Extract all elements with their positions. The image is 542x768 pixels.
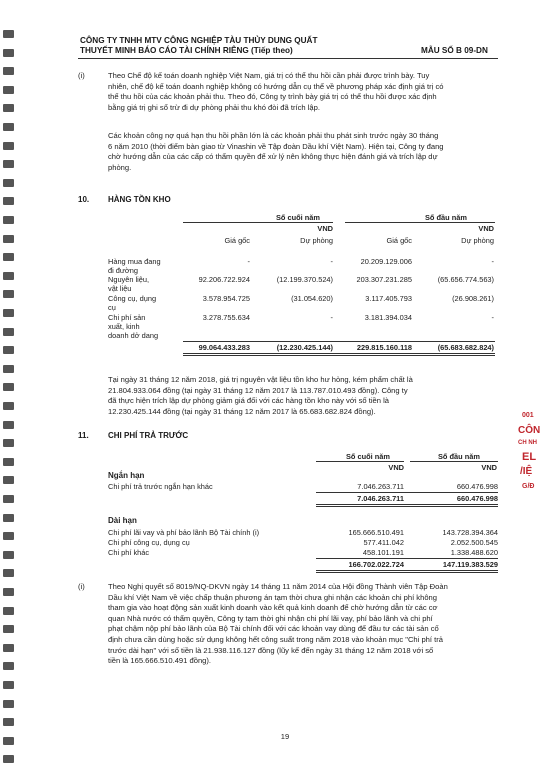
note-paragraph [108, 71, 498, 113]
cell-value: - [330, 257, 333, 266]
cell-value: 458.101.191 [362, 548, 404, 557]
column-rule [410, 461, 498, 462]
text-line: Theo Nghị quyết số 8019/NQ-DKVN ngày 14 tháng 11 năm 2014 của Hội đồng Thành viên Tập Đoàn [108, 582, 448, 591]
cell-value: 660.476.998 [456, 482, 498, 491]
cell-value: 3.278.755.634 [202, 313, 250, 322]
cell-value: - [247, 257, 250, 266]
subtotal-value: 147.119.383.529 [442, 560, 498, 569]
column-header-end: Số cuối năm [276, 213, 320, 222]
overdue-paragraph [108, 131, 498, 173]
section-title: HÀNG TỒN KHO [108, 195, 171, 204]
section-number: 10. [78, 195, 90, 204]
cell-value: 1.338.488.620 [450, 548, 498, 557]
cell-value: 143.728.394.364 [442, 528, 498, 537]
column-rule [316, 461, 404, 462]
form-number: MẪU SỐ B 09-DN [421, 46, 488, 55]
row-label: Chi phí sản xuất, kinh doanh dở dang [108, 313, 159, 340]
unit-label: VND [478, 224, 494, 233]
text-line: Tại ngày 31 tháng 12 năm 2018, giá trị nguyên vật liệu tồn kho hư hỏng, kém phẩm chất là [108, 375, 413, 384]
cell-value: 3.181.394.034 [364, 313, 412, 322]
row-label: Chi phí khác [108, 548, 150, 557]
text-line: trước dài hạn" với số tiền là 21.938.116.127 đồng (lũy kế đến ngày 31 tháng 12 năm 2018 với số [108, 645, 434, 655]
cell-value: 7.046.263.711 [357, 482, 404, 491]
text-line: quan Nhà nước có thẩm quyền, Công ty tạm thời ghi nhận chi phí lãi vay, phí bảo lãnh và chi phí [108, 613, 433, 623]
text-line: đã thực hiện trích lập dự phòng giảm giá đối với các hàng tồn kho này với số tiền là [108, 396, 390, 406]
stamp-text: CH NH [518, 440, 537, 446]
cell-value: 92.206.722.924 [198, 275, 250, 284]
stamp-text: /IỆ [520, 466, 533, 477]
unit-label: VND [388, 463, 404, 472]
header-rule [78, 58, 498, 59]
text-line: thể thu hồi của các khoản phải thu. Theo đó, Công ty trình bày giá trị có thể thu hồi được xác định [108, 92, 437, 102]
column-rule [345, 222, 495, 223]
cell-value: - [491, 257, 494, 266]
text-line: Dầu khí Việt Nam về việc chấp thuận phương án tạm thời chưa ghi nhận các khoản chi phí không [108, 592, 437, 602]
text-line: 21.804.933.064 đồng (tại ngày 31 tháng 12 năm 2017 là 113.787.010.493 đồng). Công ty [108, 385, 408, 395]
row-label: Nguyên liệu, vật liệu [108, 275, 150, 293]
row-label: Chi phí công cụ, dụng cụ [108, 538, 190, 547]
cell-value: 203.307.231.285 [356, 275, 412, 284]
total-value: 229.815.160.118 [356, 343, 412, 352]
text-line: nhiên, chế độ kế toán doanh nghiệp không có hướng dẫn cụ thể về phương pháp xác định giá trị có [108, 81, 444, 91]
text-line: chờ hướng dẫn của các cấp có thẩm quyền để xử lý nên không thực hiện đánh giá và trích lập dự [108, 152, 438, 162]
row-label: Hàng mua đang đi đường [108, 257, 161, 275]
short-term-heading: Ngắn hạn [108, 471, 145, 480]
long-term-heading: Dài hạn [108, 516, 137, 525]
cell-value: - [330, 313, 333, 322]
company-name: CÔNG TY TNHH MTV CÔNG NGHIỆP TÀU THỦY DUNG QUẤT [80, 36, 318, 45]
page-number: 19 [280, 732, 290, 741]
column-rule [183, 222, 333, 223]
cell-value: 577.411.042 [363, 538, 404, 547]
cell-value: (26.908.261) [452, 294, 494, 303]
row-label: Chi phí trả trước ngắn hạn khác [108, 482, 213, 491]
section-number: 11. [78, 431, 89, 440]
column-header-end: Số cuối năm [346, 452, 390, 461]
note-label: (i) [78, 582, 85, 591]
text-line: phạt chậm nộp phí bảo lãnh của Bộ Tài chính đối với các khoản vay dùng để đầu tư các tài sản cố [108, 624, 439, 634]
total-value: (65.683.682.824) [437, 343, 494, 352]
stamp-text: G/Đ [522, 483, 535, 490]
row-label: Chi phí lãi vay và phí bảo lãnh Bộ Tài chính (i) [108, 528, 260, 537]
subtotal-rule [316, 492, 498, 493]
double-rule [316, 504, 498, 507]
note-label: (i) [78, 71, 85, 80]
text-line: tham gia vào hoạt động sản xuất kinh doanh vào kết quả kinh doanh để chờ hướng dẫn từ các cơ [108, 603, 438, 613]
stamp-text: CÔN [518, 425, 541, 436]
cell-value: 20.209.129.006 [360, 257, 412, 266]
unit-label: VND [481, 463, 497, 472]
subtotal-value: 660.476.998 [456, 494, 498, 503]
cell-value: 165.666.510.491 [348, 528, 404, 537]
cell-value: (65.656.774.563) [437, 275, 494, 284]
cell-value: (31.054.620) [291, 294, 333, 303]
text-line: 6 năm 2010 (thời điểm bàn giao từ Vinashin về Tập đoàn Dầu khí Việt Nam). Hiện tại, Công ty đang [108, 141, 444, 151]
text-line: Theo Chế độ kế toán doanh nghiệp Việt Nam, giá trị có thể thu hồi cần phải được trình bày. Tuy [108, 71, 430, 80]
report-title: THUYẾT MINH BÁO CÁO TÀI CHÍNH RIÊNG (Tiếp theo) [80, 46, 293, 55]
cell-value: 3.117.405.793 [365, 294, 412, 303]
text-line: 12.230.425.144 đồng (tại ngày 31 tháng 12 năm 2017 là 65.683.682.824 đồng). [108, 406, 376, 416]
cell-value: 3.578.954.725 [202, 294, 250, 303]
subtotal-value: 7.046.263.711 [357, 494, 404, 503]
text-line: bằng giá trị ghi sổ trừ đi dự phòng phải thu khó đòi đã trích lập. [108, 102, 320, 112]
total-value: 99.064.433.283 [198, 343, 250, 352]
subheader-provision: Dự phòng [300, 236, 333, 245]
subtotal-rule [316, 558, 498, 559]
cell-value: - [491, 313, 494, 322]
inventory-paragraph [108, 375, 498, 417]
cell-value: 2.052.500.545 [450, 538, 498, 547]
double-rule [316, 570, 498, 573]
text-line: phòng. [108, 162, 132, 172]
text-line: Các khoản công nợ quá hạn thu hồi phần lớn là các khoản phải thu phát sinh trước ngày 30 tháng [108, 131, 439, 140]
subtotal-value: 166.702.022.724 [348, 560, 404, 569]
stamp-text: EL [522, 451, 537, 463]
total-value: (12.230.425.144) [276, 343, 333, 352]
section-title: CHI PHÍ TRẢ TRƯỚC [108, 431, 189, 440]
total-rule [183, 341, 495, 342]
column-header-begin: Số đầu năm [425, 213, 467, 222]
stamp-text: 001 [522, 412, 534, 419]
double-rule [183, 353, 495, 356]
text-line: tiền là 165.666.510.491 đồng). [108, 656, 212, 666]
subheader-cost: Giá gốc [386, 236, 412, 245]
row-label: Công cụ, dụng cụ [108, 294, 157, 312]
note-paragraph [108, 582, 498, 667]
column-header-begin: Số đầu năm [438, 452, 480, 461]
unit-label: VND [317, 224, 333, 233]
subheader-cost: Giá gốc [224, 236, 250, 245]
text-line: định chưa cần dùng hoặc sử dụng không hết công suất trong năm 2018 vào khoản mục "Chi phí trả [108, 634, 443, 644]
cell-value: (12.199.370.524) [276, 275, 333, 284]
subheader-provision: Dự phòng [461, 236, 494, 245]
